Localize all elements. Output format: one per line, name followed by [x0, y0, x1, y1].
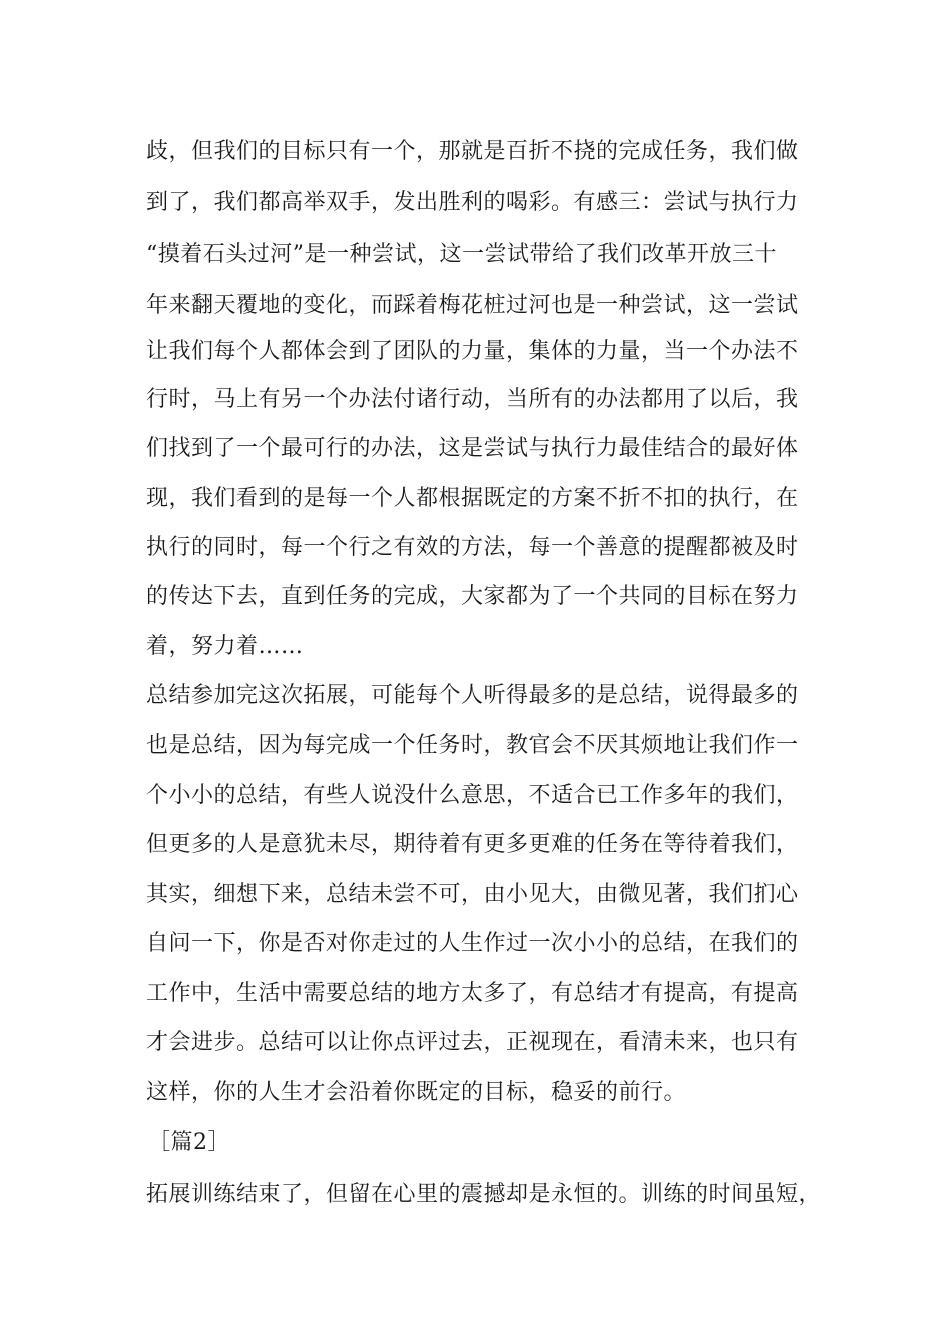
text-line: 歧，但我们的目标只有一个，那就是百折不挠的完成任务，我们做 — [146, 139, 799, 164]
text-line: 的传达下去，直到任务的完成，大家都为了一个共同的目标在努力 — [146, 584, 799, 609]
paragraph-start: 总结参加完这次拓展，可能每个人听得最多的是总结，说得最多的 — [146, 683, 799, 708]
text-line: 们找到了一个最可行的办法，这是尝试与执行力最佳结合的最好体 — [146, 436, 799, 461]
text-line: 其实，细想下来，总结未尝不可，由小见大，由微见著，我们扪心 — [146, 882, 799, 907]
paragraph-start: 拓展训练结束了，但留在心里的震撼却是永恒的。训练的时间虽短， — [146, 1182, 822, 1207]
text-line: 才会进步。总结可以让你点评过去，正视现在，看清未来，也只有 — [146, 1030, 799, 1055]
text-line: 执行的同时，每一个行之有效的方法，每一个善意的提醒都被及时 — [146, 535, 799, 560]
text-line: 到了，我们都高举双手，发出胜利的喝彩。有感三：尝试与执行力 — [146, 190, 799, 215]
text-line: 这样，你的人生才会沿着你既定的目标，稳妥的前行。 — [146, 1080, 687, 1105]
text-line: 自问一下，你是否对你走过的人生作过一次小小的总结，在我们的 — [146, 931, 799, 956]
text-line: 行时，马上有另一个办法付诸行动，当所有的办法都用了以后，我 — [146, 387, 799, 412]
text-line: 也是总结，因为每完成一个任务时，教官会不厌其烦地让我们作一 — [146, 733, 799, 758]
text-line: 个小小的总结，有些人说没什么意思，不适合已工作多年的我们， — [146, 783, 799, 808]
section-heading: ［篇2］ — [148, 1130, 230, 1155]
text-line: 着，努力着…… — [146, 634, 304, 659]
text-line: “摸着石头过河”是一种尝试，这一尝试带给了我们改革开放三十 — [146, 242, 777, 267]
text-line: 年来翻天覆地的变化，而踩着梅花桩过河也是一种尝试，这一尝试 — [146, 293, 799, 318]
text-line: 工作中，生活中需要总结的地方太多了，有总结才有提高，有提高 — [146, 981, 799, 1006]
text-line: 让我们每个人都体会到了团队的力量，集体的力量，当一个办法不 — [146, 339, 799, 364]
text-line: 但更多的人是意犹未尽，期待着有更多更难的任务在等待着我们， — [146, 832, 799, 857]
text-line: 现，我们看到的是每一个人都根据既定的方案不折不扣的执行，在 — [146, 486, 799, 511]
